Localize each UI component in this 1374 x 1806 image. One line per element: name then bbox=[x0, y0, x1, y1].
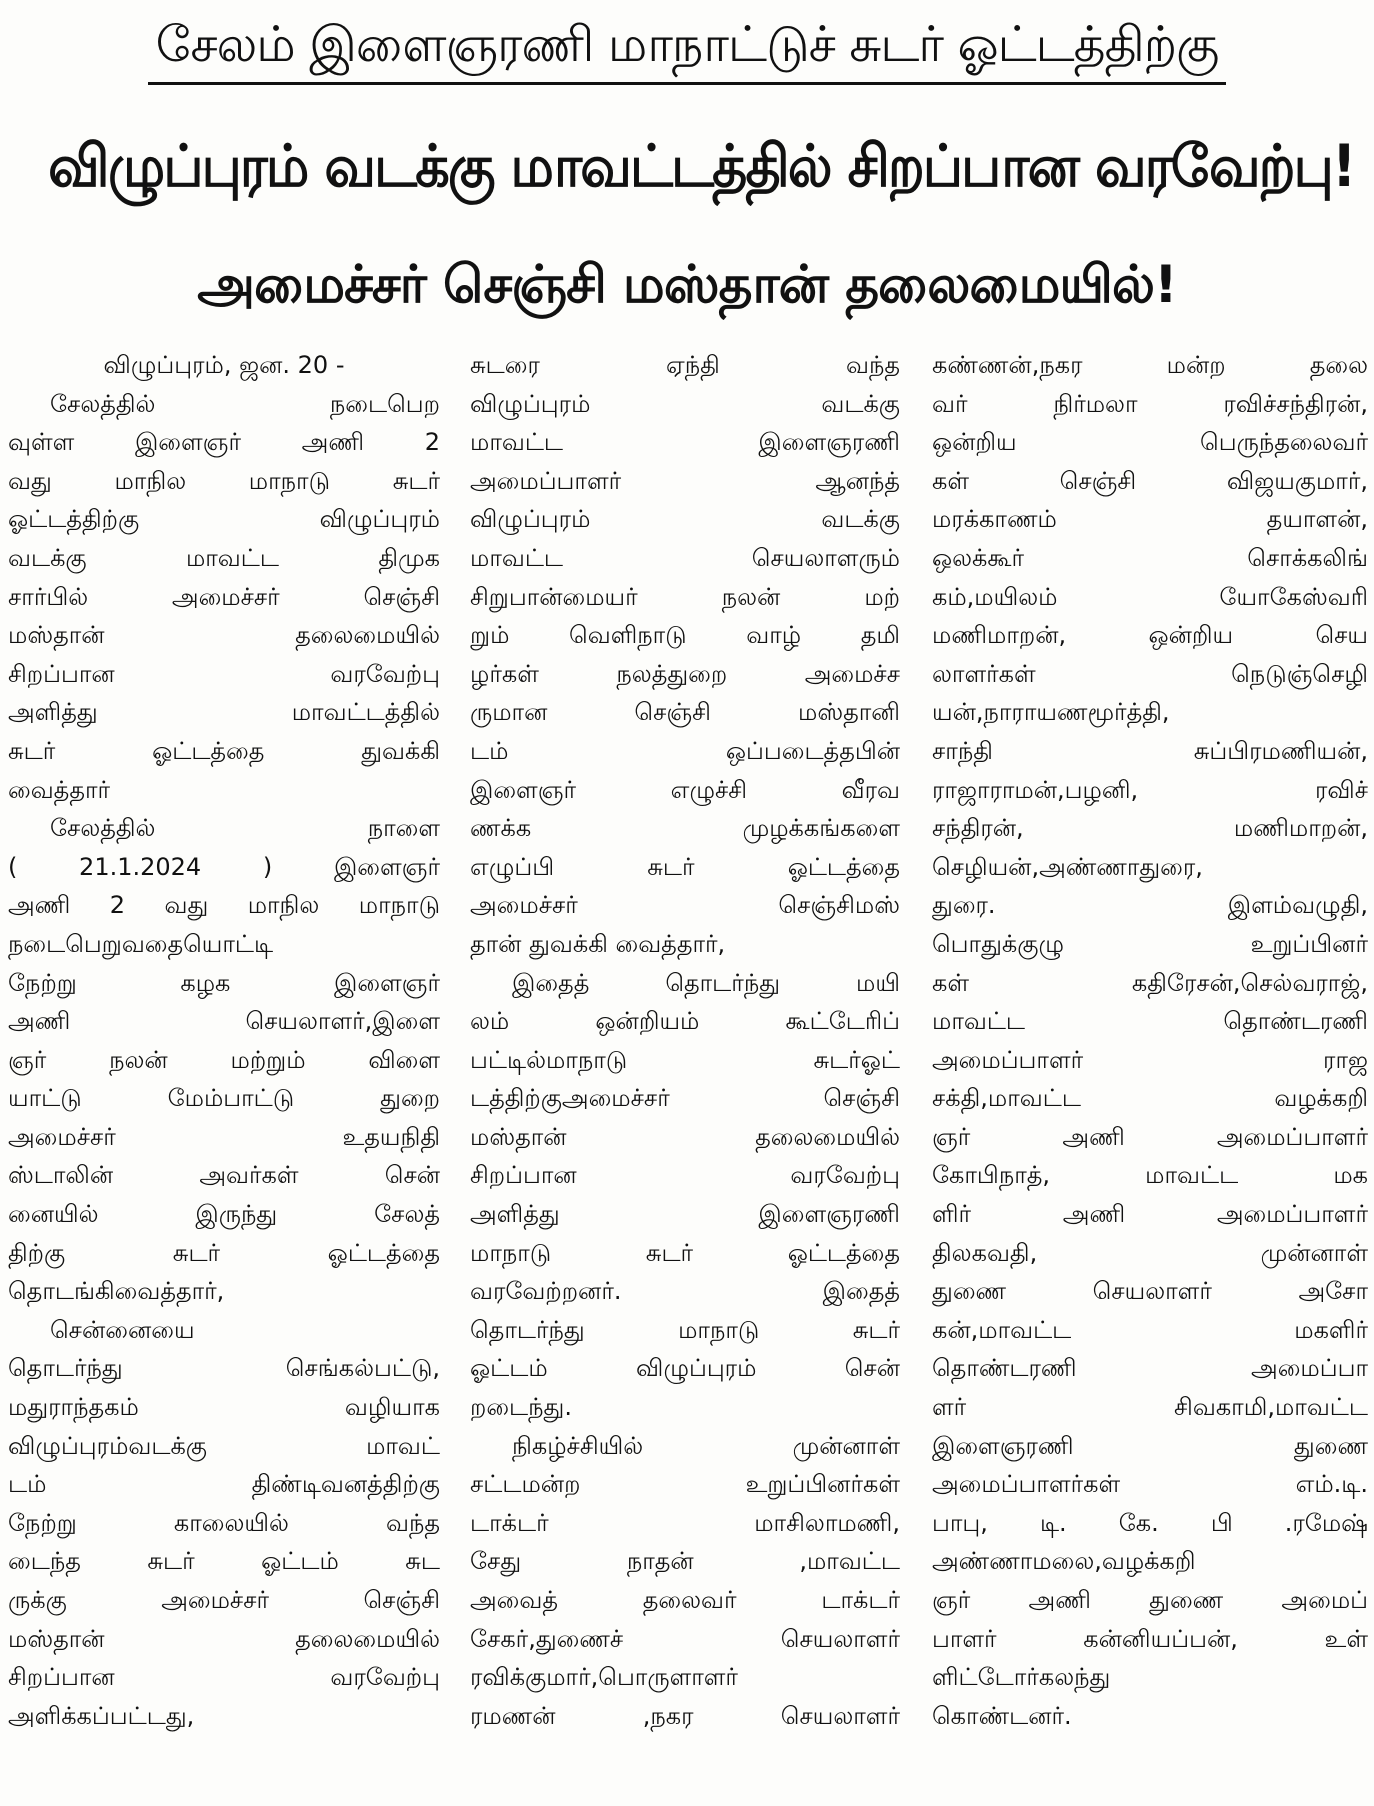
article-line: இளைஞர் எழுச்சி வீரவ bbox=[470, 775, 900, 804]
article-line: வடக்கு மாவட்ட திமுக bbox=[8, 543, 440, 572]
article-line: ரவிக்குமார்,பொருளாளர் bbox=[470, 1663, 738, 1692]
article-line: சிறுபான்மையர் நலன் மற் bbox=[470, 582, 900, 611]
article-line: ஸ்டாலின் அவர்கள் சென் bbox=[8, 1161, 440, 1190]
article-line: ஞர் அணி அமைப்பாளர் bbox=[932, 1122, 1368, 1151]
article-line: துரை. இளம்வழுதி, bbox=[932, 891, 1368, 920]
article-line: மாவட்ட தொண்டரணி bbox=[932, 1007, 1368, 1036]
article-line: மாநாடு சுடர் ஓட்டத்தை bbox=[470, 1238, 900, 1267]
article-line: தொண்டரணி அமைப்பா bbox=[932, 1354, 1368, 1383]
article-line: அமைச்சர் செஞ்சிமஸ் bbox=[470, 891, 900, 920]
article-line: கள் செஞ்சி விஜயகுமார், bbox=[932, 466, 1368, 495]
article-line: பட்டில்மாநாடு சுடர்ஓட் bbox=[470, 1045, 900, 1074]
article-line: ருக்கு அமைச்சர் செஞ்சி bbox=[8, 1586, 440, 1614]
article-line: ஓட்டத்திற்கு விழுப்புரம் bbox=[8, 505, 440, 534]
article-line: அளித்து மாவட்டத்தில் bbox=[8, 698, 440, 727]
article-line: சட்டமன்ற உறுப்பினர்கள் bbox=[470, 1470, 900, 1499]
article-line: சென்னையை bbox=[50, 1315, 195, 1344]
article-line: ரமணன் ,நகர செயலாளர் bbox=[470, 1701, 900, 1730]
article-line: விழுப்புரம்வடக்கு மாவட் bbox=[8, 1431, 440, 1460]
article-line: திற்கு சுடர் ஓட்டத்தை bbox=[8, 1238, 440, 1267]
article-line: அணி 2 வது மாநில மாநாடு bbox=[8, 891, 440, 920]
article-line: நேற்று காலையில் வந்த bbox=[8, 1508, 440, 1537]
article-column-3 bbox=[932, 346, 1368, 1735]
article-line: ராஜாராமன்,பழனி, ரவிச் bbox=[932, 775, 1368, 804]
article-line: அண்ணாமலை,வழக்கறி bbox=[932, 1547, 1196, 1576]
article-line: விழுப்புரம், ஜன. 20 - bbox=[103, 351, 345, 379]
article-line: பாபு, டி. கே. பி .ரமேஷ் bbox=[932, 1508, 1368, 1537]
article-line: கொண்டனர். bbox=[932, 1701, 1072, 1730]
article-line: டம் ஒப்படைத்தபின் bbox=[470, 736, 900, 765]
article-line: தொடர்ந்து மாநாடு சுடர் bbox=[470, 1315, 900, 1344]
article-line: நிகழ்ச்சியில் முன்னாள் bbox=[512, 1431, 900, 1460]
article-line: அணி செயலாளர்,இளை bbox=[8, 1007, 440, 1036]
article-line: கோபிநாத், மாவட்ட மக bbox=[932, 1161, 1368, 1190]
article-line: அமைப்பாளர் ஆனந்த் bbox=[470, 466, 900, 495]
article-line: எழுப்பி சுடர் ஓட்டத்தை bbox=[470, 852, 900, 881]
article-line: இதைத் தொடர்ந்து மயி bbox=[512, 968, 900, 997]
article-line: அவைத் தலைவர் டாக்டர் bbox=[470, 1586, 900, 1614]
article-line: தொடர்ந்து செங்கல்பட்டு, bbox=[8, 1354, 440, 1383]
article-line: மணிமாறன், ஒன்றிய செய bbox=[932, 621, 1368, 650]
article-line: தான் துவக்கி வைத்தார், bbox=[470, 929, 726, 958]
article-line: வுள்ள இளைஞர் அணி 2 bbox=[8, 428, 440, 457]
article-line: ளிர் அணி அமைப்பாளர் bbox=[932, 1200, 1368, 1229]
article-line: லம் ஒன்றியம் கூட்டேரிப் bbox=[470, 1007, 900, 1036]
article-line: நேற்று கழக இளைஞர் bbox=[8, 968, 440, 997]
article-line: ணக்க முழக்கங்களை bbox=[470, 814, 900, 843]
sub-headline: அமைச்சர் செஞ்சி மஸ்தான் தலைமையில்! bbox=[197, 255, 1177, 315]
article-line: யாட்டு மேம்பாட்டு துறை bbox=[8, 1084, 440, 1113]
article-line: மஸ்தான் தலைமையில் bbox=[8, 621, 440, 650]
article-line: டம் திண்டிவனத்திற்கு bbox=[8, 1470, 440, 1499]
article-line: ஓட்டம் விழுப்புரம் சென் bbox=[470, 1354, 900, 1383]
article-line: சிறப்பான வரவேற்பு bbox=[8, 659, 440, 688]
kicker-heading bbox=[0, 10, 1374, 85]
article-line: கண்ணன்,நகர மன்ற தலை bbox=[932, 351, 1368, 379]
article-line: மதுராந்தகம் வழியாக bbox=[8, 1393, 440, 1422]
article-line: வர் நிர்மலா ரவிச்சந்திரன், bbox=[932, 389, 1368, 418]
article-line: டாக்டர் மாசிலாமணி, bbox=[470, 1508, 900, 1537]
article-line: சுடர் ஓட்டத்தை துவக்கி bbox=[8, 736, 440, 765]
article-line: பாளர் கன்னியப்பன், உள் bbox=[932, 1624, 1368, 1653]
article-line: ழர்கள் நலத்துறை அமைச்ச bbox=[470, 659, 900, 688]
article-line: திலகவதி, முன்னாள் bbox=[932, 1238, 1368, 1267]
article-line: பொதுக்குழு உறுப்பினர் bbox=[932, 929, 1368, 958]
article-line: சாந்தி சுப்பிரமணியன், bbox=[932, 736, 1368, 765]
article-line: சிறப்பான வரவேற்பு bbox=[470, 1161, 900, 1190]
article-line: சேலத்தில் நடைபெற bbox=[50, 389, 440, 418]
article-line: சார்பில் அமைச்சர் செஞ்சி bbox=[8, 582, 440, 611]
main-headline: விழுப்புரம் வடக்கு மாவட்டத்தில் சிறப்பான வரவேற்பு! bbox=[48, 132, 1355, 200]
article-line: சேலத்தில் நாளை bbox=[50, 814, 440, 843]
article-line: அளித்து இளைஞரணி bbox=[470, 1200, 900, 1229]
article-line: ஞர் அணி துணை அமைப் bbox=[932, 1586, 1368, 1614]
article-line: மஸ்தான் தலைமையில் bbox=[470, 1122, 900, 1151]
article-column-2 bbox=[470, 346, 900, 1735]
article-line: மாவட்ட செயலாளரும் bbox=[470, 543, 900, 572]
article-line: லாளர்கள் நெடுஞ்செழி bbox=[932, 659, 1368, 688]
article-line: அளிக்கப்பட்டது, bbox=[8, 1701, 195, 1730]
article-line: நடைபெறுவதையொட்டி bbox=[8, 929, 274, 958]
article-line: செழியன்,அண்ணாதுரை, bbox=[932, 852, 1203, 881]
article-line: சுடரை ஏந்தி வந்த bbox=[470, 351, 900, 379]
article-line: ஒன்றிய பெருந்தலைவர் bbox=[932, 428, 1368, 457]
article-line: சந்திரன், மணிமாறன், bbox=[932, 814, 1368, 843]
article-line: ருமான செஞ்சி மஸ்தானி bbox=[470, 698, 900, 727]
article-line: றடைந்து. bbox=[470, 1393, 572, 1422]
article-line: விழுப்புரம் வடக்கு bbox=[470, 389, 900, 418]
article-line: கம்,மயிலம் யோகேஸ்வரி bbox=[932, 582, 1368, 611]
article-line: டத்திற்குஅமைச்சர் செஞ்சி bbox=[470, 1084, 900, 1113]
article-line: சிறப்பான வரவேற்பு bbox=[8, 1663, 440, 1692]
article-line: சேகர்,துணைச் செயலாளர் bbox=[470, 1624, 900, 1653]
article-line: சேது நாதன் ,மாவட்ட bbox=[470, 1547, 900, 1576]
article-line: அமைச்சர் உதயநிதி bbox=[8, 1122, 440, 1151]
article-line: தொடங்கிவைத்தார், bbox=[8, 1277, 225, 1306]
article-line: ஒலக்கூர் சொக்கலிங் bbox=[932, 543, 1368, 572]
article-line: ( 21.1.2024 ) இளைஞர் bbox=[8, 852, 440, 881]
article-line: கள் கதிரேசன்,செல்வராஜ், bbox=[932, 968, 1368, 997]
article-line: வது மாநில மாநாடு சுடர் bbox=[8, 466, 440, 495]
article-line: யன்,நாராயணமூர்த்தி, bbox=[932, 698, 1170, 727]
article-line: துணை செயலாளர் அசோ bbox=[932, 1277, 1368, 1306]
article-line: மஸ்தான் தலைமையில் bbox=[8, 1624, 440, 1653]
article-line: சக்தி,மாவட்ட வழக்கறி bbox=[932, 1084, 1368, 1113]
article-line: அமைப்பாளர் ராஜ bbox=[932, 1045, 1368, 1074]
article-line: ளிட்டோர்கலந்து bbox=[932, 1663, 1111, 1692]
article-line: ஞர் நலன் மற்றும் விளை bbox=[8, 1045, 440, 1074]
article-line: அமைப்பாளர்கள் எம்.டி. bbox=[932, 1470, 1368, 1499]
article-line: னையில் இருந்து சேலத் bbox=[8, 1200, 440, 1229]
kicker-text: சேலம் இளைஞரணி மாநாட்டுச் சுடர் ஓட்டத்திற்கு bbox=[148, 10, 1227, 85]
article-line: ளர் சிவகாமி,மாவட்ட bbox=[932, 1393, 1368, 1422]
article-line: மாவட்ட இளைஞரணி bbox=[470, 428, 900, 457]
article-column-1 bbox=[8, 346, 440, 1735]
article-line: மரக்காணம் தயாளன், bbox=[932, 505, 1368, 534]
article-line: விழுப்புரம் வடக்கு bbox=[470, 505, 900, 534]
article-line: வரவேற்றனர். இதைத் bbox=[470, 1277, 900, 1306]
article-line: றும் வெளிநாடு வாழ் தமி bbox=[470, 621, 900, 650]
article-line: இளைஞரணி துணை bbox=[932, 1431, 1368, 1460]
article-line: வைத்தார் bbox=[8, 775, 111, 804]
article-line: டைந்த சுடர் ஓட்டம் சுட bbox=[8, 1547, 440, 1576]
article-line: கன்,மாவட்ட மகளிர் bbox=[932, 1315, 1368, 1344]
